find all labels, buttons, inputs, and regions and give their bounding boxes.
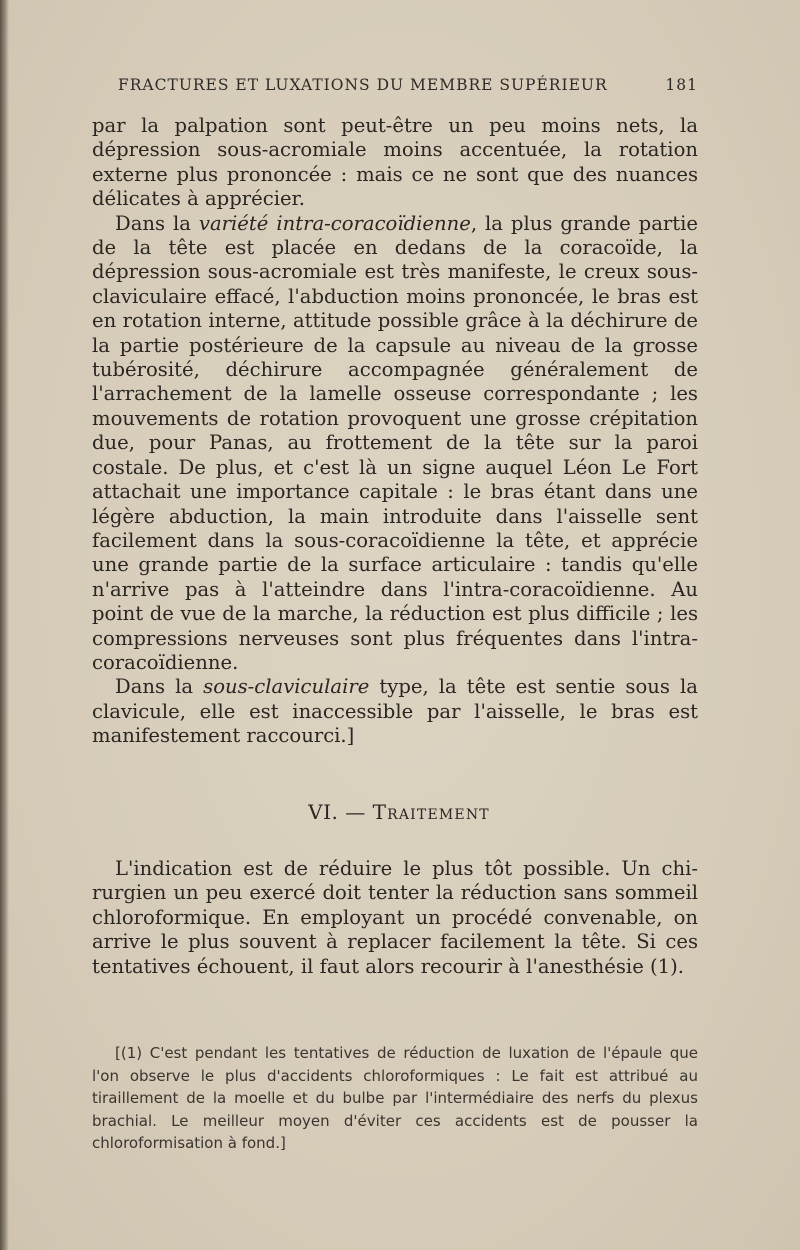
paragraph-sous-claviculaire (92, 675, 698, 748)
paragraph-body: , la plus grande partie de la tête est placée en dedans de la coracoïde, la dépression sous-acromiale est très manifeste, le creux sous-claviculaire effacé, l'abduction moins prononcée, le bras est en rotation interne, attitude possible grâce à la déchirure de la partie postérieure de la capsule au niveau de la grosse tubérosité, déchirure accompagnée généralement de l'arrachement de la lamelle osseuse correspondante ; les mouvements de rotation provoquent une grosse crépitation due, pour Panas, au frottement de la tête sur la paroi costale. De plus, et c'est là un signe auquel Léon Le Fort attachait une importance capitale : le bras étant dans une légère abduction, la main introduite dans l'aisselle sent facilement dans la sous-coracoïdienne la tête, et apprécie une grande partie de la surface articulaire : tandis qu'elle n'arrive pas à l'atteindre dans l'intra-coracoïdienne. Au point de vue de la marche, la réduction est plus difficile ; les compressions nerveuses sont plus fréquentes dans l'intra-coracoïdienne. (92, 211, 698, 674)
paragraph-continuation: par la palpation sont peut-être un peu moins nets, la dépression sous-acromiale moins accentuée, la rotation externe plus prononcée : mais ce ne sont que des nuances délicates à apprécier. (92, 114, 698, 211)
page-number: 181 (665, 76, 698, 94)
paragraph-treatment: L'indication est de réduire le plus tôt possible. Un chirurgien un peu exercé doit tenter la réduction sans sommeil chloroformique. En employant un procédé convenable, on arrive le plus souvent à replacer facilement la tête. Si ces tentatives échouent, il faut alors recourir à l'anesthésie (1). (92, 857, 698, 978)
variety-term: variété intra-coracoïdienne (198, 211, 471, 235)
footnote (92, 1042, 698, 1155)
section-heading (92, 800, 698, 824)
main-text (92, 114, 698, 749)
running-title: FRACTURES ET LUXATIONS DU MEMBRE SUPÉRIEUR (118, 76, 608, 94)
paragraph-lead: Dans la (115, 675, 204, 699)
section-title: Traitement (372, 800, 490, 824)
paragraph-intra-coracoidienne (92, 212, 698, 676)
variety-term: sous-claviculaire (203, 675, 370, 699)
paragraph-body: type, la tête est sentie sous la clavicule, elle est inaccessible par l'aisselle, le bras est manifestement raccourci.] (92, 675, 698, 748)
footnote-text: [(1) C'est pendant les tentatives de réduction de luxation de l'épaule que l'on observe le plus d'accidents chloroformiques : Le fait est attribué au tiraillement de la moelle et du bulbe par l'intermédiaire des nerfs du plexus brachial. Le meilleur moyen d'éviter ces accidents est de pousser la chloroformisation à fond.] (92, 1044, 698, 1153)
treatment-text (92, 857, 698, 979)
running-header (118, 76, 698, 94)
section-number: VI. — (308, 800, 373, 824)
book-spine-shadow (0, 0, 9, 1250)
paragraph-lead: Dans la (115, 211, 199, 235)
